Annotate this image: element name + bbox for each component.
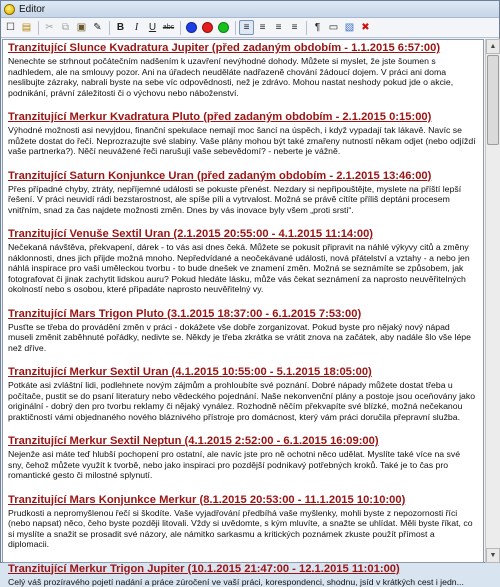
entry-title: Tranzitující Slunce Kvadratura Jupiter (před zadaným obdobím - 1.1.2015 6:57:00) bbox=[8, 42, 477, 55]
blue-color-icon bbox=[186, 22, 197, 33]
entry bbox=[8, 563, 477, 587]
entry-body: Nejenže asi máte teď hlubší pochopení pro ostatní, ale navíc jste pro ně ochotni něco udělat. Myslíte také více na své sny, čehož můžete využít k tvorbě, nebo jako inspiraci pro pozdější podnikavý potřebných kroků. Také je to čas pro romantické gesto či milostné splynutí. bbox=[8, 449, 477, 481]
entry bbox=[8, 308, 477, 354]
entry-body: Výhodné možnosti asi nevyjdou, finanční spekulace nemají moc šancí na úspěch, i když vypadají tak lákavě. Navíc se můžete dostat do řečí. Neprozrazujte své slabiny. Vaše plány mohou být také zmařeny nutností někam odjet (nebo odjíždí vaše partnerka?). Něčí neuvážené řeči narušují vaše sebevědomí? - neberte je vážně. bbox=[8, 125, 477, 157]
paragraph-icon[interactable]: ¶ bbox=[310, 20, 325, 35]
underline-button[interactable]: U bbox=[145, 20, 160, 35]
entry bbox=[8, 228, 477, 295]
cut-icon[interactable]: ✂ bbox=[42, 20, 57, 35]
color-green-button[interactable] bbox=[216, 20, 231, 35]
delete-icon[interactable]: ✖ bbox=[358, 20, 373, 35]
justify-icon[interactable]: ≡ bbox=[287, 20, 302, 35]
toolbar-separator bbox=[306, 21, 307, 35]
green-color-icon bbox=[218, 22, 229, 33]
format-painter-icon[interactable]: ✎ bbox=[90, 20, 105, 35]
entry-title: Tranzitující Merkur Kvadratura Pluto (před zadaným obdobím - 2.1.2015 0:15:00) bbox=[8, 111, 477, 124]
italic-button[interactable]: I bbox=[129, 20, 144, 35]
insert-image-icon[interactable]: ▧ bbox=[342, 20, 357, 35]
align-right-icon[interactable]: ≡ bbox=[271, 20, 286, 35]
entry-title: Tranzitující Mars Konjunkce Merkur (8.1.2015 20:53:00 - 11.1.2015 10:10:00) bbox=[8, 494, 477, 507]
entry-title: Tranzitující Merkur Sextil Uran (4.1.2015 10:55:00 - 5.1.2015 18:05:00) bbox=[8, 366, 477, 379]
entry-title: Tranzitující Venuše Sextil Uran (2.1.2015 20:55:00 - 4.1.2015 11:14:00) bbox=[8, 228, 477, 241]
toolbar-separator bbox=[38, 21, 39, 35]
scroll-up-icon[interactable]: ▲ bbox=[486, 39, 500, 54]
entry-title: Tranzitující Merkur Trigon Jupiter (10.1.2015 21:47:00 - 12.1.2015 11:01:00) bbox=[8, 563, 477, 576]
entry-body: Prudkosti a nepromyšlenou řečí si škodíte. Vaše vyjadřování předbíhá vaše myšlenky, mohli byste z nepozornosti říci (nebo napsat) něco, čeho byste později litovali. Vždy si uvědomte, s kým mluvíte, a snažte se uhlídat. Měli byste říkat, co si myslíte a snažit se prosadit své názory, ale námitko sarkasmu a kritických poznámek zkuste použít přímost a diplomacii. bbox=[8, 508, 477, 550]
entry bbox=[8, 494, 477, 550]
toolbar bbox=[1, 18, 499, 38]
entry-body: Nenechte se strhnout počátečním nadšením k uzavření nevýhodné dohody. Můžete si myslet, že jste šoumen s nadhledem, ale na smlouvy pozor. Ani na úřadech neuděláte nadřazeně chování žádoucí dojem. V práci ani doma neslibujte zázraky, nabrali byste na sebe víc odpovědnosti, než je zdrávo. Mohou nastat neshody pokud jde o akcie, podnikání, právní záležitosti či o výchovu nebo náboženství. bbox=[8, 56, 477, 98]
app-icon bbox=[4, 4, 15, 15]
open-file-icon[interactable]: ▤ bbox=[19, 20, 34, 35]
entry-title: Tranzitující Merkur Sextil Neptun (4.1.2015 2:52:00 - 6.1.2015 16:09:00) bbox=[8, 435, 477, 448]
entry bbox=[8, 111, 477, 157]
entry bbox=[8, 435, 477, 481]
toolbar-separator bbox=[235, 21, 236, 35]
align-left-icon[interactable]: ≡ bbox=[239, 20, 254, 35]
entry-title: Tranzitující Saturn Konjunkce Uran (před zadaným obdobím - 2.1.2015 13:46:00) bbox=[8, 170, 477, 183]
color-red-button[interactable] bbox=[200, 20, 215, 35]
editor-content[interactable] bbox=[2, 39, 484, 563]
bold-button[interactable]: B bbox=[113, 20, 128, 35]
paste-icon[interactable]: ▣ bbox=[74, 20, 89, 35]
new-document-icon[interactable]: ☐ bbox=[3, 20, 18, 35]
entry-body: Přes případné chyby, ztráty, nepříjemné události se pokuste přenést. Nezdary si nepřipouštějte, myslete na příští lepší řešení. V práci neuvidí rádi bezstarostnost, ale spíše píli a vytrvalost. Možná se právě cítíte příliš deptáni procesem vnitřním, snad za čas najdete možnosti změn. Dnes by vás inovace byly všem „proti srsti“. bbox=[8, 184, 477, 216]
entry bbox=[8, 42, 477, 98]
align-center-icon[interactable]: ≡ bbox=[255, 20, 270, 35]
title-bar bbox=[1, 1, 499, 18]
scroll-down-icon[interactable]: ▼ bbox=[486, 548, 500, 563]
scrollbar-thumb[interactable] bbox=[487, 55, 499, 145]
entry-body: Pusťte se třeba do provádění změn v práci - dokážete vše dobře zorganizovat. Pokud byste pro nějaký nový nápad museli změnit zaběhnuté pořádky, nedivte se. Někdy je třeba zkrátka se vrátit znova na začátek, aby nadále šlo vše lépe než dříve. bbox=[8, 322, 477, 354]
toolbar-separator bbox=[180, 21, 181, 35]
insert-link-icon[interactable]: ▭ bbox=[326, 20, 341, 35]
entry bbox=[8, 170, 477, 216]
entry-body: Nečekaná návštěva, překvapení, dárek - to vás asi dnes čeká. Můžete se pokusit připravit na náhlé výkyvy citů a změny náklonnosti, dnes jich přijde možná mnoho. Nepředvídané a neočekávané události, nová přátelství a vztahy - a nebo jen náhlá inspirace pro vaši uměleckou tvorbu - to bude dnešek ve znamení změn. Možná se seznámíte se způsobem, jak fotografovat či jinak zachytit lidskou auru? Pokud hledáte lásku, může vás čekat seznámení za naprosto neuvěřitelných okolností nebo s osobou, které připadáte naprosto neuvěřitelný vy. bbox=[8, 242, 477, 295]
window-title: Editor bbox=[19, 4, 45, 15]
entry bbox=[8, 366, 477, 422]
toolbar-separator bbox=[109, 21, 110, 35]
vertical-scrollbar[interactable] bbox=[485, 39, 500, 563]
strikethrough-button[interactable]: abc bbox=[161, 20, 176, 35]
copy-icon[interactable]: ⧉ bbox=[58, 20, 73, 35]
entry-body: Celý váš prozíravého pojetí nadání a práce zúročení ve vaší práci, korespondenci, shodnu, jsíd v krátkých cest i jedn... bbox=[8, 577, 477, 587]
entry-title: Tranzitující Mars Trigon Pluto (3.1.2015 18:37:00 - 6.1.2015 7:53:00) bbox=[8, 308, 477, 321]
red-color-icon bbox=[202, 22, 213, 33]
entry-body: Potkáte asi zvláštní lidi, podlehnete novým zájmům a prohloubíte své poznání. Dobré nápady můžete dostat třeba u počítače, pustit se do psaní literatury nebo vědeckého pojednání. Naše nekonvenční plány a postoje jsou oceňovány jako originální - dobrý den pro tvorbu reklamy či nějaký vynález. Rozhodně něčím překvapíte své blízké, možná nečekanou praktičností vámi objednaného nového bláznivého přístroje pro domácnost, který vám práci doručila přepravní služba. bbox=[8, 380, 477, 422]
color-blue-button[interactable] bbox=[184, 20, 199, 35]
